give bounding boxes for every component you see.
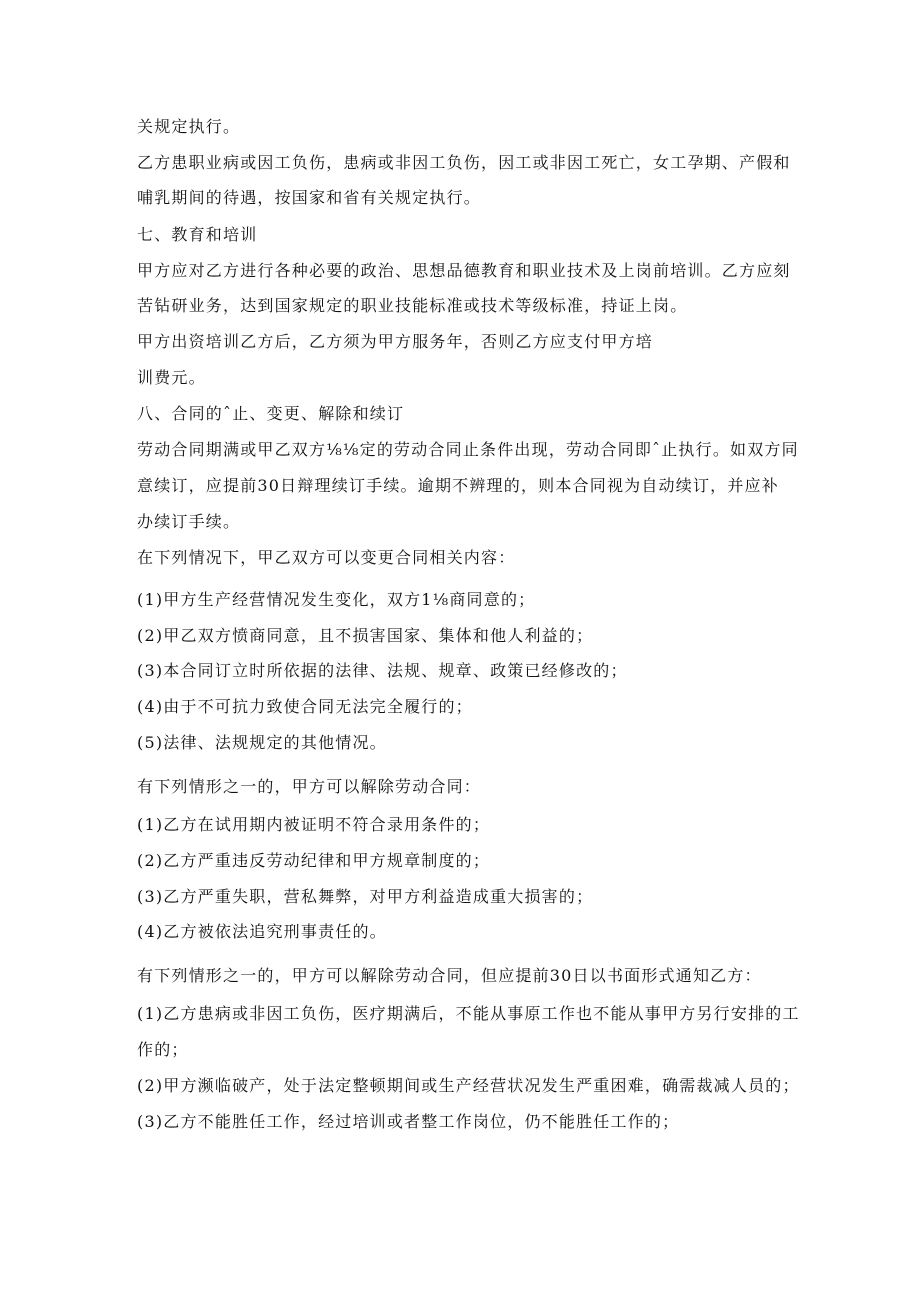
list-item: (1)甲方生产经营情况发生变化，双方1⅛商同意的； [137,590,536,609]
list-item: (4)由于不可抗力致使合同无法完全履行的； [137,697,473,716]
text-line: 在下列情况下，甲乙双方可以变更合同相关内容： [137,548,516,567]
list-item: (5)法律、法规规定的其他情况。 [137,733,387,752]
list-item: (2)甲乙双方愤商同意，且不损害国家、集体和他人利益的； [137,626,594,645]
text-line: 训费元。 [137,368,206,387]
list-item: (3)乙方严重失职，营私舞弊，对甲方利益造成重大损害的； [137,887,594,906]
text-line: 劳动合同期满或甲乙双方⅛⅛定的劳动合同止条件出现，劳动合同即ˆ止执行。如双方同 [137,440,799,459]
list-item: (2)乙方严重违反劳动纪律和甲方规章制度的； [137,851,491,870]
list-item: (1)乙方在试用期内被证明不符合录用条件的； [137,815,491,834]
text-line: 作的； [137,1040,189,1059]
text-line: 关规定执行。 [137,117,241,136]
list-item: (1)乙方患病或非因工负伤，医疗期满后，不能从事原工作也不能从事甲方另行安排的工 [137,1004,800,1023]
list-item: (3)乙方不能胜任工作，经过培训或者整工作岗位，仍不能胜任工作的； [137,1112,680,1131]
text-line: 苦钻研业务，达到国家规定的职业技能标准或技术等级标准，持证上岗。 [137,296,688,315]
list-item: (3)本合同订立时所依据的法律、法规、规章、政策已经修改的； [137,661,628,680]
text-line: 办续订手续。 [137,512,241,531]
text-line: 有下列情形之一的，甲方可以解除劳动合同： [137,777,482,796]
text-line: 甲方应对乙方进行各种必要的政治、思想品德教育和职业技术及上岗前培训。乙方应刻 [137,261,791,280]
section-heading: 七、教育和培训 [137,225,258,244]
list-item: (2)甲方濒临破产，处于法定整顿期间或生产经营状况发生严重困难，确需裁减人员的； [137,1076,800,1095]
text-line: 意续订，应提前30日辩理续订手续。逾期不辨理的，则本合同视为自动续订，并应补 [137,476,779,495]
section-heading: 八、合同的ˆ止、变更、解除和续订 [137,404,405,423]
text-line: 乙方患职业病或因工负伤，患病或非因工负伤，因工或非因工死亡，女工孕期、产假和 [137,153,791,172]
text-line: 有下列情形之一的，甲方可以解除劳动合同，但应提前30日以书面形式通知乙方： [137,966,762,985]
text-line: 甲方出资培训乙方后，乙方须为甲方服务年，否则乙方应支付甲方培 [137,332,654,351]
list-item: (4)乙方被依法追究刑事责任的。 [137,922,387,941]
text-line: 哺乳期间的待遇，按国家和省有关规定执行。 [137,188,482,207]
